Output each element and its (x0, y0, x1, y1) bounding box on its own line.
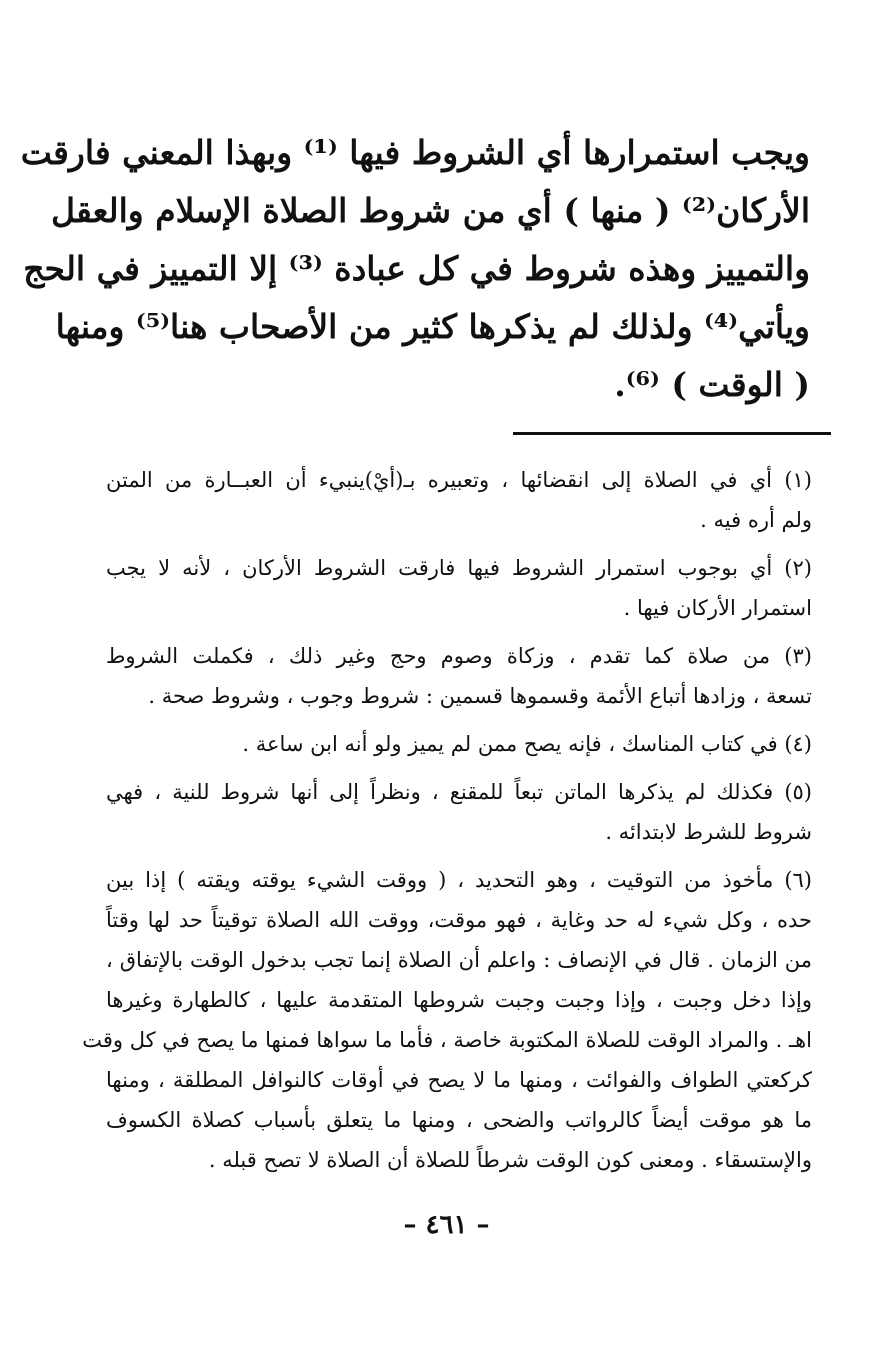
footnote-line: (٢) أي بوجوب استمرار الشروط فيها فارقت الشروط الأركان ، لأنه لا يجب (106, 556, 812, 580)
main-text-line: ويأتي⁽⁴⁾ ولذلك لم يذكرها كثير من الأصحاب هنا⁽⁵⁾ ومنها (55, 307, 810, 346)
footnote-line: (١) أي في الصلاة إلى انقضائها ، وتعبيره بـ(أيْ)ينبيء أن العبــارة من المتن (106, 468, 812, 492)
footnote-2 (106, 548, 812, 628)
footnote-line: (٤) في كتاب المناسك ، فإنه يصح ممن لم يميز ولو أنه ابن ساعة . (242, 732, 812, 756)
footnote-line: كركعتي الطواف والفوائت ، ومنها ما لا يصح في أوقات كالنوافل المطلقة ، ومنها (106, 1068, 812, 1092)
footnote-line: اهـ . والمراد الوقت للصلاة المكتوبة خاصة ، فأما ما سواها فمنها ما يصح في كل وقت (82, 1028, 812, 1052)
footnote-line: استمرار الأركان فيها . (623, 596, 812, 620)
footnote-line: والإستسقاء . ومعنى كون الوقت شرطاً للصلاة أن الصلاة لا تصح قبله . (208, 1148, 812, 1172)
main-text-line: ويجب استمرارها أي الشروط فيها ⁽¹⁾ وبهذا المعني فارقت (20, 133, 810, 172)
footnote-5 (106, 772, 812, 852)
footnote-line: (٦) مأخوذ من التوقيت ، وهو التحديد ، ( ووقت الشيء يوقته ويقته ) إذا بين (106, 868, 812, 892)
footnote-6 (82, 860, 812, 1180)
footnote-line: حده ، وكل شيء له حد وغاية ، فهو موقت، ووقت الله الصلاة توقيتاً حد لها وقتاً (106, 908, 812, 932)
footnote-line: ما هو موقت أيضاً كالرواتب والضحى ، ومنها ما يتعلق بأسباب كصلاة الكسوف (106, 1108, 812, 1132)
footnote-separator (513, 432, 831, 435)
footnote-line: تسعة ، وزادها أتباع الأئمة وقسموها قسمين : شروط وجوب ، وشروط صحة . (148, 684, 812, 708)
footnote-line: (٥) فكذلك لم يذكرها الماتن تبعاً للمقنع ، ونظراً إلى أنها شروط للنية ، فهي (106, 780, 812, 804)
footnote-line: وإذا دخل وجبت ، وإذا وجبت وجبت شروطها المتقدمة عليها ، كالطهارة وغيرها (106, 988, 812, 1012)
footnote-line: من الزمان . قال في الإنصاف : واعلم أن الصلاة إنما تجب بدخول الوقت بالإتفاق ، (106, 948, 812, 972)
main-text (20, 124, 810, 414)
footnote-1 (106, 460, 812, 540)
footnote-4 (106, 724, 812, 764)
main-text-line: الأركان⁽²⁾ ( منها ) أي من شروط الصلاة الإسلام والعقل (50, 191, 810, 230)
page-number: – ٤٦١ – (403, 1210, 490, 1240)
footnote-line: (٣) من صلاة كما تقدم ، وزكاة وصوم وحج وغير ذلك ، فكملت الشروط (106, 644, 812, 668)
footnote-3 (106, 636, 812, 716)
footnotes (82, 460, 812, 1188)
main-text-line: والتمييز وهذه شروط في كل عبادة ⁽³⁾ إلا التمييز في الحج (23, 249, 810, 288)
footnote-line: شروط للشرط لابتدائه . (605, 820, 812, 844)
footnote-line: ولم أره فيه . (700, 508, 812, 532)
main-text-line: ( الوقت ) ⁽⁶⁾. (614, 365, 810, 404)
